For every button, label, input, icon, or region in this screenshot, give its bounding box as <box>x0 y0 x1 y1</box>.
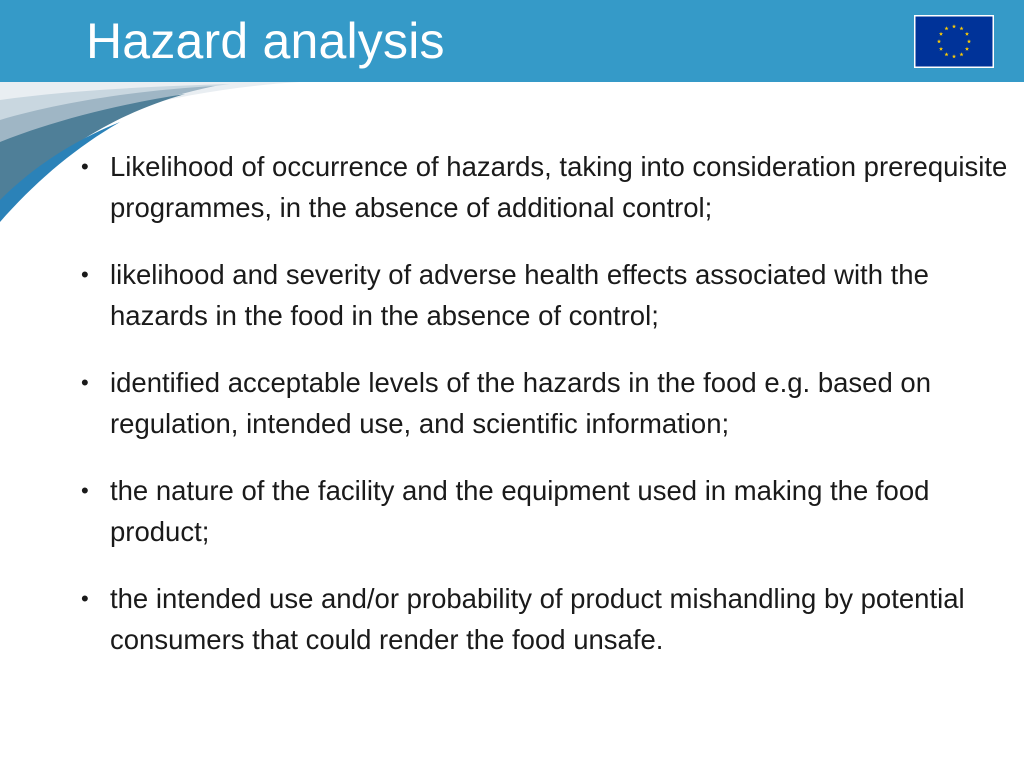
eu-flag-icon <box>914 15 994 68</box>
bullet-dot: • <box>81 370 89 395</box>
title-bar <box>0 0 1024 82</box>
bullet-text: identified acceptable levels of the hazards in the food e.g. based on regulation, intended use, and scientific information; <box>110 367 931 439</box>
slide-title: Hazard analysis <box>86 13 445 69</box>
bullet-text: likelihood and severity of adverse health effects associated with the hazards in the food in the absence of control; <box>110 259 929 331</box>
bullet-item <box>78 578 1008 660</box>
bullet-dot: • <box>81 478 89 503</box>
bullet-item <box>78 470 1008 552</box>
bullet-text: the nature of the facility and the equipment used in making the food product; <box>110 475 930 547</box>
bullet-list <box>78 146 1008 686</box>
bullet-dot: • <box>81 154 89 179</box>
bullet-text: the intended use and/or probability of product mishandling by potential consumers that could render the food unsafe. <box>110 583 965 655</box>
bullet-item <box>78 254 1008 336</box>
bullet-item <box>78 362 1008 444</box>
bullet-item <box>78 146 1008 228</box>
bullet-dot: • <box>81 262 89 287</box>
bullet-dot: • <box>81 586 89 611</box>
bullet-text: Likelihood of occurrence of hazards, taking into consideration prerequisite programmes, in the absence of additional control; <box>110 151 1008 223</box>
